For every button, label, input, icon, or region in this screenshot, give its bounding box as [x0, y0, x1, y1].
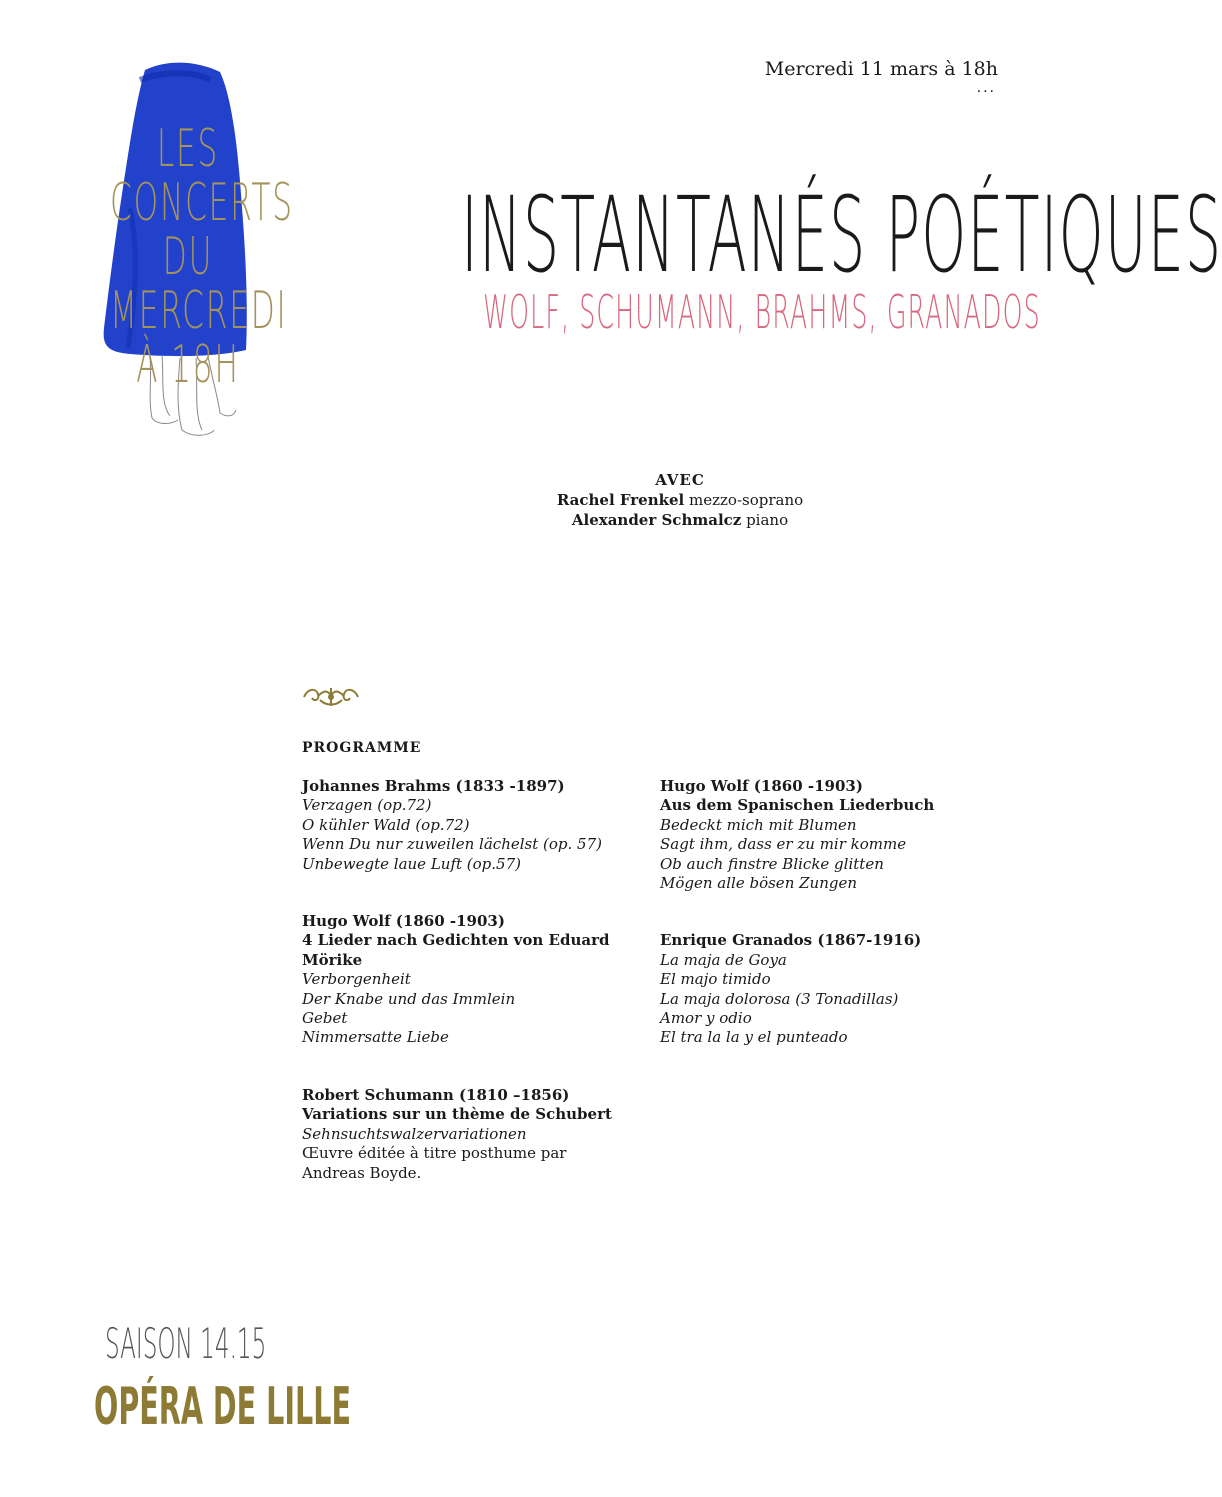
- song-title: Ob auch finstre Blicke glitten: [660, 854, 884, 873]
- composer-name: Hugo Wolf (1860 -1903): [660, 777, 863, 795]
- programme-entry: [660, 777, 990, 893]
- song-title: La maja dolorosa (3 Tonadillas): [660, 989, 899, 1008]
- performer: [480, 490, 880, 510]
- song-title: Verborgenheit: [302, 970, 411, 989]
- performers-block: [480, 470, 880, 530]
- work-title: Variations sur un thème de Schubert: [302, 1105, 612, 1124]
- series-title: [110, 119, 294, 395]
- song-title: El majo timido: [660, 970, 771, 989]
- performer-role: mezzo-soprano: [689, 491, 804, 509]
- song-title: Verzagen (op.72): [302, 796, 432, 815]
- performer: [480, 510, 880, 530]
- work-note: Œuvre éditée à titre posthume par Andreas Boyde.: [302, 1144, 567, 1182]
- composer-name: Robert Schumann (1810 –1856): [302, 1085, 570, 1104]
- programme-entry: [302, 912, 632, 1048]
- song-title: Unbewegte laue Luft (op.57): [302, 854, 521, 873]
- date-ellipsis: ...: [976, 80, 996, 96]
- series-line-1: LES CONCERTS: [110, 119, 294, 233]
- song-title: Bedeckt mich mit Blumen: [660, 815, 857, 834]
- work-title: 4 Lieder nach Gedichten von Eduard Mörike: [302, 931, 610, 969]
- song-title: Sagt ihm, dass er zu mir komme: [660, 835, 907, 854]
- programme-column-right: [660, 777, 990, 1086]
- programme-entry: [302, 1086, 632, 1183]
- song-title: La maja de Goya: [660, 950, 787, 969]
- song-title: Nimmersatte Liebe: [302, 1028, 449, 1047]
- song-title: Wenn Du nur zuweilen lächelst (op. 57): [302, 835, 602, 854]
- concert-title: INSTANTANÉS POÉTIQUES: [461, 174, 1222, 296]
- song-title: El tra la la y el punteado: [660, 1028, 848, 1047]
- performers-heading: AVEC: [655, 471, 705, 489]
- performer-name: Rachel Frenkel: [556, 491, 685, 509]
- performer-name: Alexander Schmalcz: [571, 511, 742, 529]
- programme-entry: [660, 931, 990, 1047]
- season-label: SAISON 14.15: [105, 1319, 267, 1368]
- composer-name: Enrique Granados (1867-1916): [660, 931, 922, 950]
- ornament-icon: [300, 684, 362, 710]
- composer-name: Hugo Wolf (1860 -1903): [302, 912, 505, 931]
- song-title: Amor y odio: [660, 1009, 752, 1028]
- opera-logo-text: OPÉRA DE LILLE: [94, 1377, 352, 1437]
- programme-column-left: [302, 777, 632, 1221]
- song-title: Sehnsuchtswalzervariationen: [302, 1124, 527, 1143]
- composer-name: Johannes Brahms (1833 -1897): [302, 777, 565, 795]
- song-title: O kühler Wald (op.72): [302, 815, 470, 834]
- work-title: Aus dem Spanischen Liederbuch: [660, 796, 935, 815]
- concert-subtitle: WOLF, SCHUMANN, BRAHMS, GRANADOS: [483, 285, 1041, 339]
- concert-date: Mercredi 11 mars à 18h: [764, 58, 998, 80]
- series-line-3: À 18H: [136, 335, 240, 395]
- programme-heading: PROGRAMME: [302, 740, 422, 756]
- performer-role: piano: [746, 511, 789, 529]
- song-title: Der Knabe und das Immlein: [302, 989, 516, 1008]
- programme-entry: [302, 777, 632, 874]
- series-line-2: DU MERCREDI: [110, 227, 288, 341]
- song-title: Gebet: [302, 1009, 348, 1028]
- song-title: Mögen alle bösen Zungen: [660, 874, 857, 893]
